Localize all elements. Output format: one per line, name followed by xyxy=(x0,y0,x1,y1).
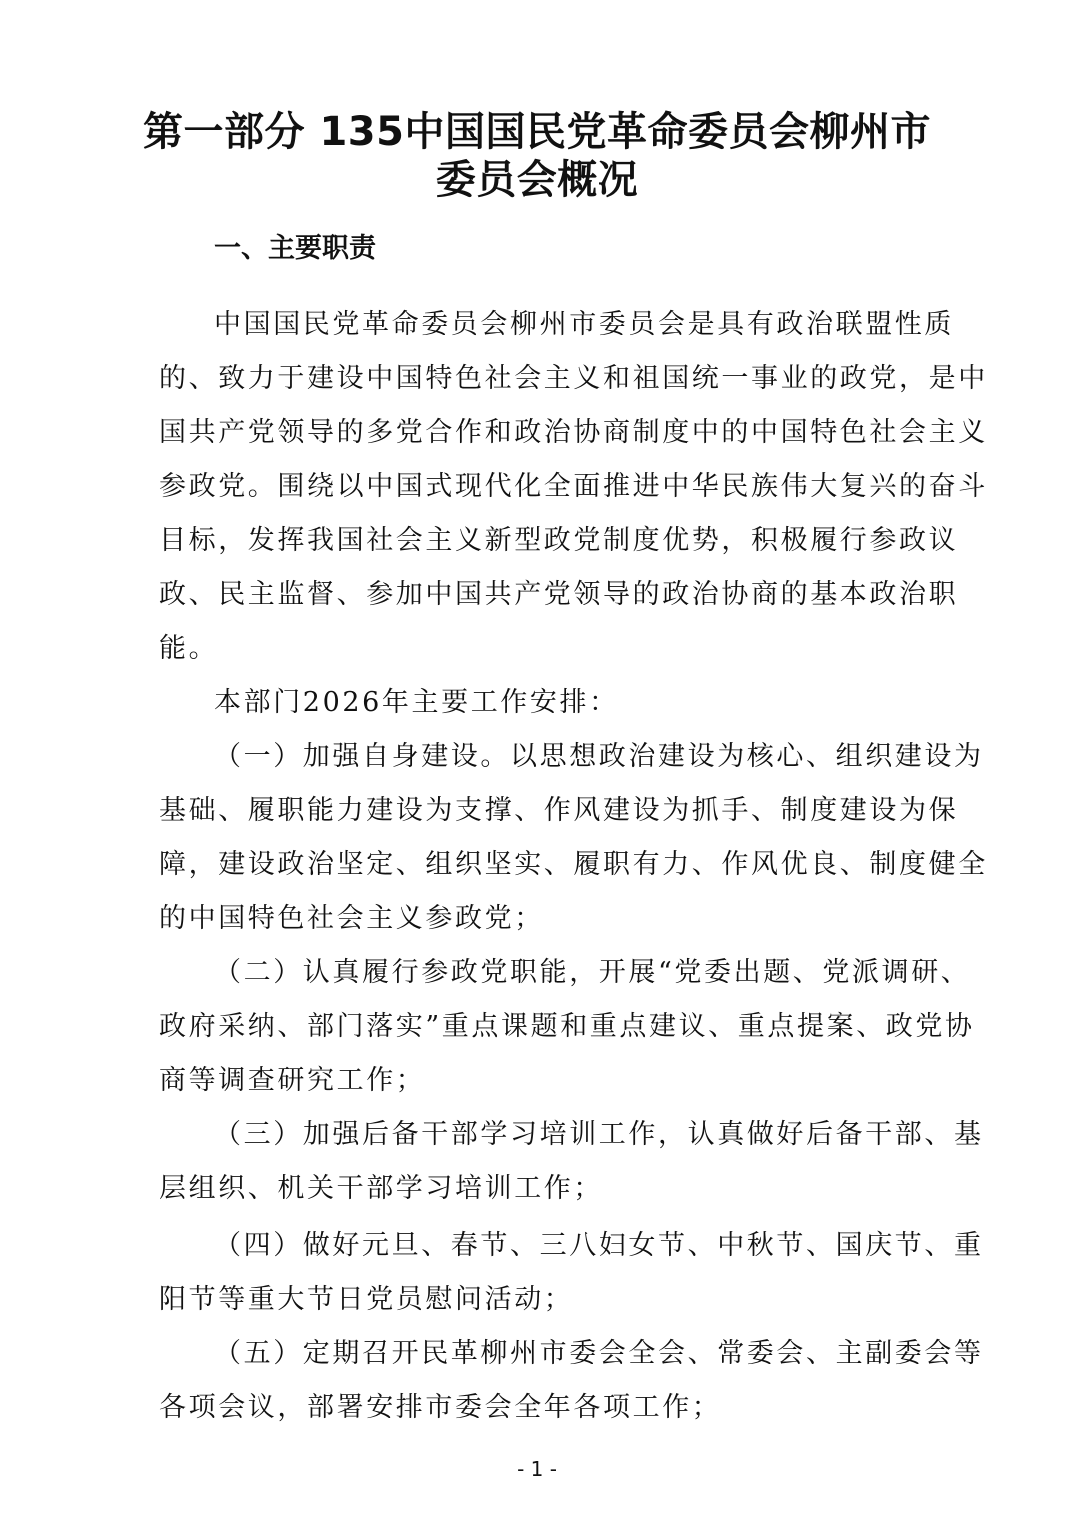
paragraph-line: 的中国特色社会主义参政党； xyxy=(159,903,544,934)
paragraph-item-4 xyxy=(159,1219,984,1327)
paragraph-line: 政、民主监督、参加中国共产党领导的政治协商的基本政治职 xyxy=(159,579,959,610)
paragraph-line: 阳节等重大节日党员慰问活动； xyxy=(159,1284,574,1315)
paragraph-line: 国共产党领导的多党合作和政治协商制度中的中国特色社会主义 xyxy=(159,417,988,448)
paragraph-line: 本部门2026年主要工作安排： xyxy=(214,687,619,718)
paragraph-line: 能。 xyxy=(159,633,219,664)
paragraph-line: 层组织、机关干部学习培训工作； xyxy=(159,1173,603,1204)
paragraph-item-5 xyxy=(159,1327,984,1435)
paragraph-line: 的、致力于建设中国特色社会主义和祖国统一事业的政党，是中 xyxy=(159,363,988,394)
paragraph-line: （四）做好元旦、春节、三八妇女节、中秋节、国庆节、重 xyxy=(214,1230,984,1261)
paragraph-responsibilities xyxy=(159,298,988,676)
page-title-line-1: 第一部分 135中国国民党革命委员会柳州市 xyxy=(143,109,931,155)
paragraph-line: 政府采纳、部门落实”重点课题和重点建议、重点提案、政党协 xyxy=(159,1011,975,1042)
page-number: - 1 - xyxy=(517,1457,557,1481)
paragraph-item-3 xyxy=(159,1108,984,1216)
paragraph-item-2 xyxy=(159,946,975,1108)
paragraph-line: 障，建设政治坚定、组织坚实、履职有力、作风优良、制度健全 xyxy=(159,849,988,880)
paragraph-line: 参政党。围绕以中国式现代化全面推进中华民族伟大复兴的奋斗 xyxy=(159,471,988,502)
paragraph-line: （一）加强自身建设。以思想政治建设为核心、组织建设为 xyxy=(214,741,984,772)
paragraph-line: 商等调查研究工作； xyxy=(159,1065,426,1096)
paragraph-line: （五）定期召开民革柳州市委会全会、常委会、主副委会等 xyxy=(214,1338,984,1369)
paragraph-work-plan-intro xyxy=(159,676,929,730)
paragraph-item-1 xyxy=(159,730,988,946)
paragraph-line: 各项会议，部署安排市委会全年各项工作； xyxy=(159,1392,722,1423)
paragraph-line: 目标，发挥我国社会主义新型政党制度优势，积极履行参政议 xyxy=(159,525,959,556)
paragraph-line: 基础、履职能力建设为支撑、作风建设为抓手、制度建设为保 xyxy=(159,795,959,826)
paragraph-line: （二）认真履行参政党职能，开展“党委出题、党派调研、 xyxy=(214,957,971,988)
page-title-line-2: 委员会概况 xyxy=(435,157,639,203)
paragraph-line: （三）加强后备干部学习培训工作，认真做好后备干部、基 xyxy=(214,1119,984,1150)
paragraph-line: 中国国民党革命委员会柳州市委员会是具有政治联盟性质 xyxy=(214,309,954,340)
section-heading: 一、主要职责 xyxy=(214,233,376,264)
